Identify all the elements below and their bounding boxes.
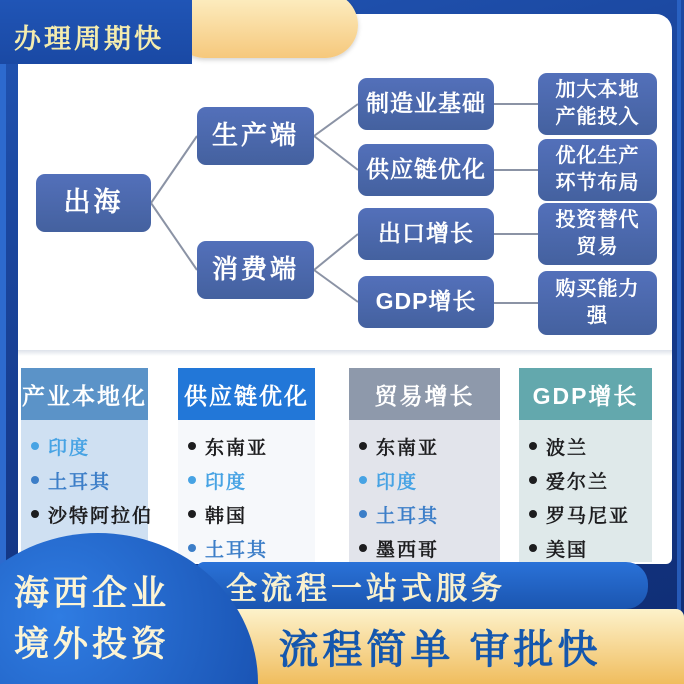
service-banner: 全流程一站式服务 [196, 562, 648, 609]
list-item: 东南亚 [359, 429, 500, 463]
node-investment-replaces-trade: 投资替代贸易 [538, 203, 657, 265]
list-item: 印度 [188, 463, 315, 497]
column-gdp-growth [519, 368, 652, 562]
node-increase-local-capacity: 加大本地产能投入 [538, 73, 657, 135]
column-body [349, 420, 500, 565]
right-edge-highlight [677, 0, 681, 684]
column-trade-growth [349, 368, 500, 562]
column-header: GDP增长 [519, 368, 652, 420]
list-item: 沙特阿拉伯 [31, 497, 148, 531]
list-item: 印度 [359, 463, 500, 497]
column-header: 供应链优化 [178, 368, 315, 420]
footer-caption [14, 568, 170, 670]
yellow-highlight-pill [172, 0, 358, 58]
node-manufacturing-base: 制造业基础 [358, 78, 494, 130]
list-item: 罗马尼亚 [529, 497, 652, 531]
node-gdp-growth: GDP增长 [358, 276, 494, 328]
list-item: 墨西哥 [359, 531, 500, 565]
node-go-overseas: 出海 [36, 174, 151, 232]
list-item: 土耳其 [359, 497, 500, 531]
panel-divider [18, 350, 672, 356]
node-consumption-side: 消费端 [197, 241, 314, 299]
list-item: 印度 [31, 429, 148, 463]
list-item: 美国 [529, 531, 652, 565]
column-header: 产业本地化 [21, 368, 148, 420]
node-export-growth: 出口增长 [358, 208, 494, 260]
column-body [178, 420, 315, 565]
node-supply-chain-optimization: 供应链优化 [358, 144, 494, 196]
footer-caption-line2: 境外投资 [14, 625, 171, 664]
node-optimize-production-layout: 优化生产环节布局 [538, 139, 657, 201]
tagline-strip: 流程简单 审批快 [196, 609, 684, 684]
list-item: 土耳其 [188, 531, 315, 565]
list-item: 东南亚 [188, 429, 315, 463]
list-item: 土耳其 [31, 463, 148, 497]
list-item: 爱尔兰 [529, 463, 652, 497]
footer-caption-line1: 海西企业 [14, 574, 171, 613]
column-supply-chain-optimization [178, 368, 315, 562]
column-header: 贸易增长 [349, 368, 500, 420]
corner-label: 办理周期快 [0, 0, 192, 64]
node-strong-purchasing-power: 购买能力强 [538, 271, 657, 335]
list-item: 波兰 [529, 429, 652, 463]
list-item: 韩国 [188, 497, 315, 531]
column-body [519, 420, 652, 565]
node-production-side: 生产端 [197, 107, 314, 165]
